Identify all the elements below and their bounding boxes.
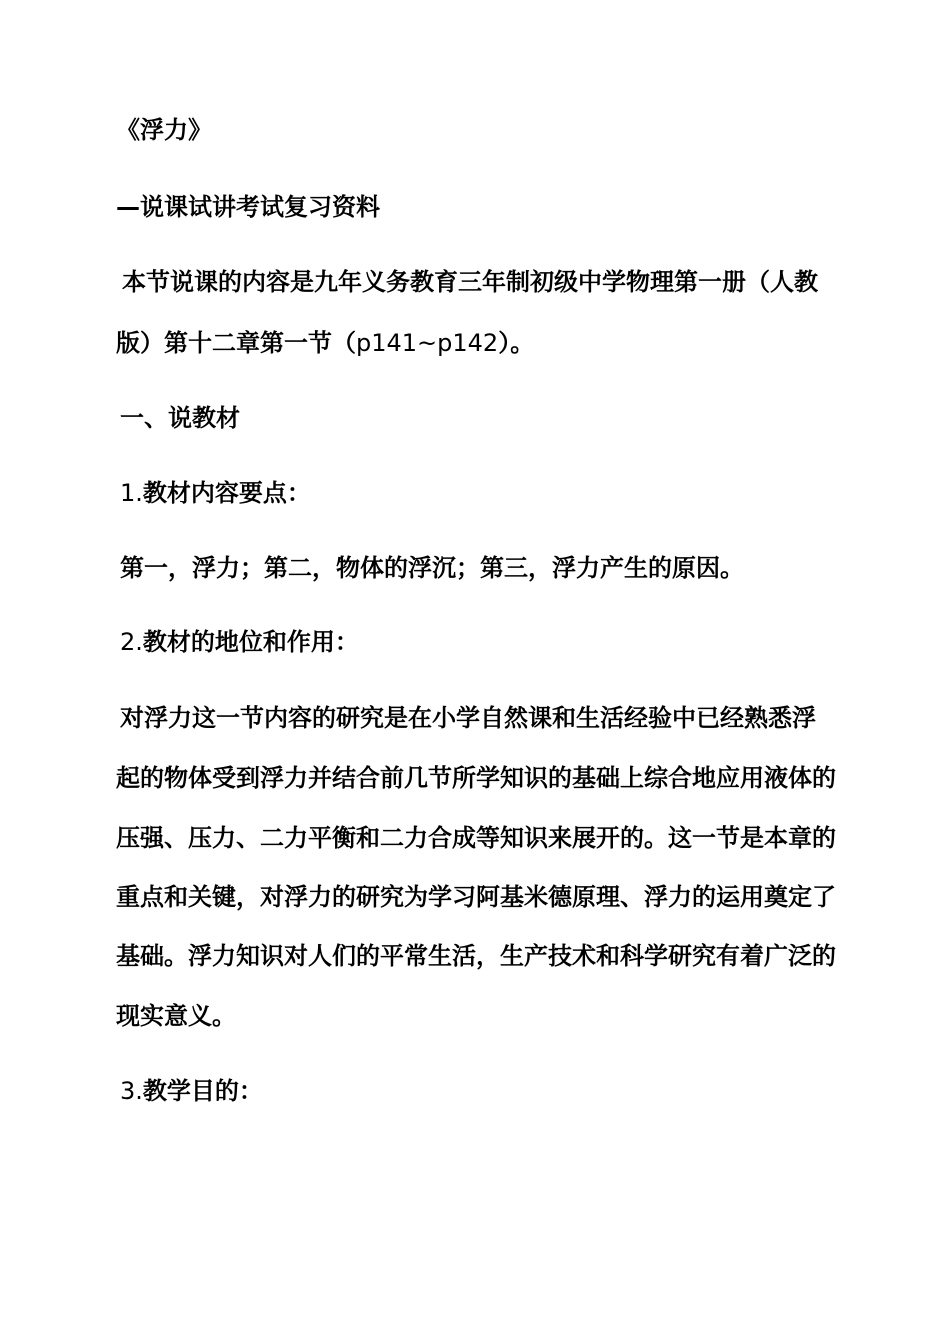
item-2-para-line-5: 基础。浮力知识对人们的平常生活，生产技术和科学研究有着广泛的 [116, 942, 836, 970]
item-3-heading [120, 1076, 850, 1106]
item-2-label: 教材的地位和作用： [142, 628, 359, 656]
item-2-para-line-6: 现实意义。 [116, 1002, 236, 1030]
document-title: 《浮力》 [116, 116, 212, 144]
item-1-body: 第一，浮力；第二，物体的浮沉；第三，浮力产生的原因。 [120, 554, 744, 582]
section-heading-textbook: 一、说教材 [120, 404, 240, 432]
intro-line-2-a: 版）第十二章第一节（ [116, 329, 356, 357]
item-1-number: 1. [120, 479, 143, 507]
item-2-para-line-2: 起的物体受到浮力并结合前几节所学知识的基础上综合地应用液体的 [116, 764, 836, 792]
intro-line-1: 本节说课的内容是九年义务教育三年制初级中学物理第一册（人教 [122, 268, 818, 296]
item-2-number: 2. [120, 628, 143, 656]
intro-line-2 [116, 328, 846, 358]
item-3-label: 教学目的： [142, 1077, 263, 1105]
item-2-para-line-4: 重点和关键，对浮力的研究为学习阿基米德原理、浮力的运用奠定了 [116, 883, 836, 911]
intro-line-2-c: ）。 [498, 329, 535, 357]
document-subtitle: —说课试讲考试复习资料 [116, 193, 380, 221]
intro-page-range: p141~p142 [356, 329, 499, 357]
item-3-number: 3. [120, 1077, 143, 1105]
item-2-heading [120, 627, 850, 657]
item-2-para-line-1: 对浮力这一节内容的研究是在小学自然课和生活经验中已经熟悉浮 [120, 704, 816, 732]
item-2-para-line-3: 压强、压力、二力平衡和二力合成等知识来展开的。这一节是本章的 [116, 824, 836, 852]
item-1-label: 教材内容要点： [142, 479, 311, 507]
item-1-heading [120, 478, 850, 508]
